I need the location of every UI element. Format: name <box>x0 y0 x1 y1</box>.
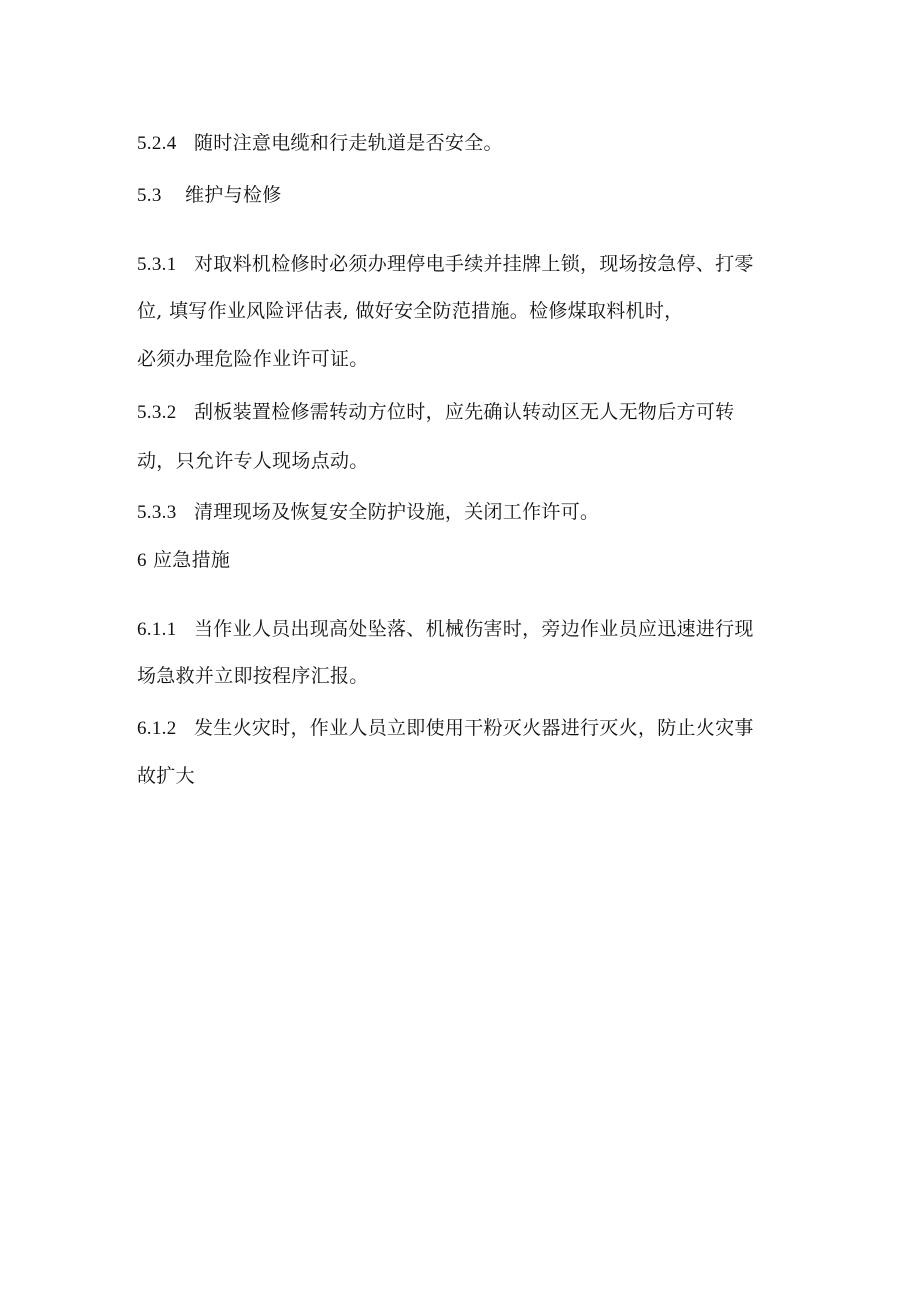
clause-6-1-2-line-1 <box>137 716 754 741</box>
clause-6-1-1-line-2 <box>137 664 369 688</box>
clause-number: 5.2.4 <box>137 133 177 154</box>
clause-text: 随时注意电缆和行走轨道是否安全。 <box>194 132 503 154</box>
clause-5-3-2-line-2 <box>137 449 369 473</box>
clause-number: 6.1.1 <box>137 619 177 640</box>
clause-text-continued: 场急救并立即按程序汇报。 <box>137 665 369 687</box>
clause-text-continued: 位, 填写作业风险评估表, 做好安全防范措施。检修煤取料机时， <box>137 300 684 322</box>
clause-5-2-4 <box>137 131 503 156</box>
section-title: 应急措施 <box>153 549 231 571</box>
clause-number: 5.3.3 <box>137 502 177 523</box>
clause-6-1-1-line-1 <box>137 617 754 642</box>
clause-text: 对取料机检修时必须办理停电手续并挂牌上锁，现场按急停、打零 <box>194 253 754 275</box>
clause-text-continued: 故扩大 <box>137 765 195 787</box>
clause-5-3-1-line-3 <box>137 347 369 371</box>
clause-5-3-1-line-1 <box>137 252 754 277</box>
clause-5-3-2-line-1 <box>137 400 734 425</box>
section-5-3-heading <box>137 183 282 208</box>
clause-6-1-2-line-2 <box>137 764 195 788</box>
section-6-heading <box>137 548 230 573</box>
clause-text: 清理现场及恢复安全防护设施，关闭工作许可。 <box>194 501 600 523</box>
clause-text: 当作业人员出现高处坠落、机械伤害时，旁边作业员应迅速进行现 <box>194 618 754 640</box>
clause-number: 5.3.2 <box>137 402 177 423</box>
clause-text: 刮板装置检修需转动方位时，应先确认转动区无人无物后方可转 <box>194 401 735 423</box>
section-title: 维护与检修 <box>185 184 282 206</box>
clause-number: 5.3.1 <box>137 254 177 275</box>
clause-text-continued: 动，只允许专人现场点动。 <box>137 450 369 472</box>
clause-number: 6.1.2 <box>137 718 177 739</box>
clause-text-continued: 必须办理危险作业许可证。 <box>137 348 369 370</box>
section-number: 6 <box>137 550 147 571</box>
clause-5-3-1-line-2 <box>137 299 683 323</box>
section-number: 5.3 <box>137 185 162 206</box>
clause-text: 发生火灾时，作业人员立即使用干粉灭火器进行灭火，防止火灾事 <box>194 717 754 739</box>
clause-5-3-3 <box>137 500 599 525</box>
